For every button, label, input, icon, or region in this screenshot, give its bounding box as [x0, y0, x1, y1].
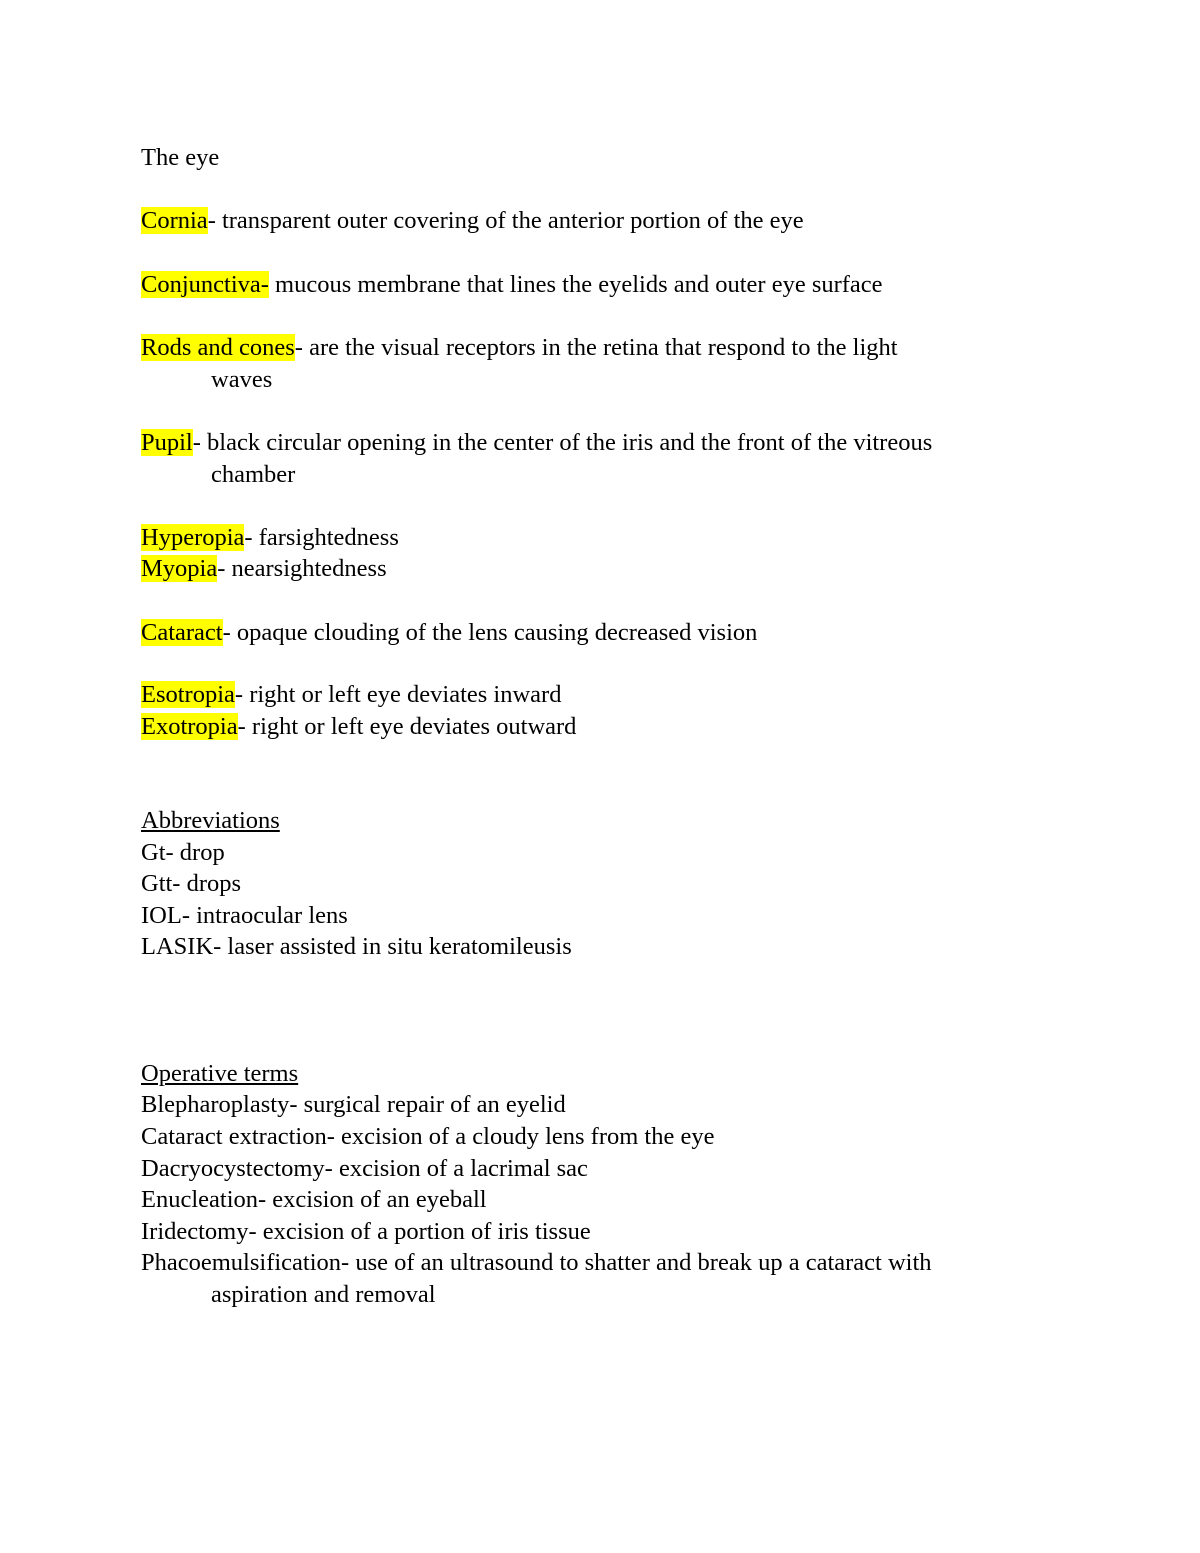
- term-definition: - opaque clouding of the lens causing decreased vision: [222, 619, 758, 646]
- highlighted-term: Conjunctiva-: [141, 271, 269, 298]
- highlighted-term: Esotropia: [141, 681, 235, 708]
- operative-term-item: Dacryocystectomy- excision of a lacrimal sac: [141, 1155, 588, 1182]
- highlighted-term: Pupil: [141, 429, 193, 456]
- term-entry: [141, 269, 883, 301]
- abbreviation-item: Gtt- drops: [141, 870, 242, 897]
- term-entry: [141, 332, 898, 364]
- term-definition-continued: chamber: [211, 461, 296, 488]
- term-entry: [141, 617, 757, 649]
- abbreviation-item: IOL- intraocular lens: [141, 902, 348, 929]
- operative-term-item: Iridectomy- excision of a portion of iris tissue: [141, 1218, 591, 1245]
- term-definition: - right or left eye deviates inward: [234, 681, 562, 708]
- operative-term-item: Blepharoplasty- surgical repair of an eyelid: [141, 1091, 566, 1118]
- term-entry: [141, 553, 387, 585]
- term-entry: [141, 679, 561, 711]
- term-definition: - nearsightedness: [217, 555, 387, 582]
- highlighted-term: Myopia: [141, 555, 218, 582]
- abbreviation-item: Gt- drop: [141, 839, 225, 866]
- highlighted-term: Rods and cones: [141, 334, 295, 361]
- term-entry: [141, 711, 576, 743]
- term-definition-continued: waves: [211, 366, 273, 393]
- term-definition: - black circular opening in the center of the iris and the front of the vitreous: [192, 429, 933, 456]
- term-entry: [141, 205, 804, 237]
- term-entry: [141, 427, 932, 459]
- document-title: The eye: [141, 144, 220, 171]
- operative-terms-heading: Operative terms: [141, 1060, 299, 1087]
- highlighted-term: Cornia: [141, 207, 208, 234]
- term-definition: - right or left eye deviates outward: [237, 713, 577, 740]
- highlighted-term: Exotropia: [141, 713, 238, 740]
- term-definition: mucous membrane that lines the eyelids and outer eye surface: [268, 271, 883, 298]
- highlighted-term: Cataract: [141, 619, 223, 646]
- operative-term-item: Enucleation- excision of an eyeball: [141, 1186, 487, 1213]
- term-definition: - transparent outer covering of the anterior portion of the eye: [207, 207, 804, 234]
- term-definition: - farsightedness: [244, 524, 399, 551]
- operative-term-item: Phacoemulsification- use of an ultrasound to shatter and break up a cataract with: [141, 1249, 932, 1276]
- term-definition: - are the visual receptors in the retina that respond to the light: [294, 334, 898, 361]
- operative-term-item: Cataract extraction- excision of a cloudy lens from the eye: [141, 1123, 715, 1150]
- highlighted-term: Hyperopia: [141, 524, 245, 551]
- term-entry: [141, 522, 399, 554]
- abbreviations-heading: Abbreviations: [141, 807, 280, 834]
- abbreviation-item: LASIK- laser assisted in situ keratomileusis: [141, 933, 572, 960]
- operative-term-continued: aspiration and removal: [211, 1281, 436, 1308]
